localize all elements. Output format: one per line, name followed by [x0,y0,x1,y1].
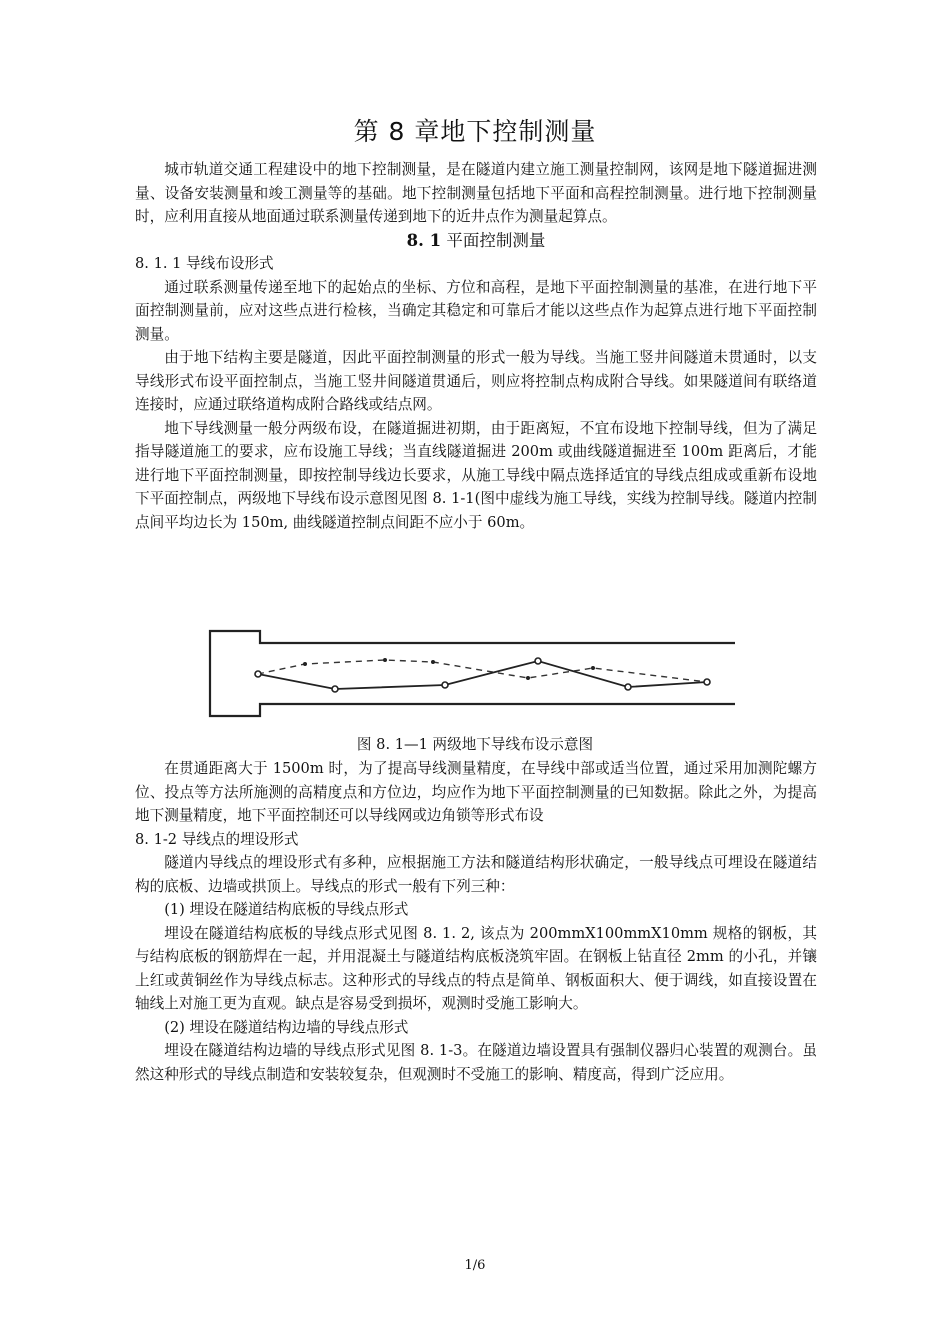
paragraph-2: 由于地下结构主要是隧道，因此平面控制测量的形式一般为导线。当施工竖井间隧道未贯通时，以支导线形式布设平面控制点，当施工竖井间隧道贯通后，则应将控制点构成附合导线。如果隧道间有联络道连接时，应通过联络道构成附合路线或结点网。 [135,349,817,413]
paragraph-5: 隧道内导线点的埋设形式有多种，应根据施工方法和隧道结构形状确定，一般导线点可埋设在隧道结构的底板、边墙或拱顶上。导线点的形式一般有下列三种： [135,854,817,895]
paragraph-7: 埋设在隧道结构边墙的导线点形式见图 8. 1-3。在隧道边墙设置具有强制仪器归心装置的观测台。虽然这种形式的导线点制造和安装较复杂，但观测时不受施工的影响、精度高，得到广泛应用。 [135,1042,817,1083]
page-number: 1/6 [464,1258,486,1273]
construction-point [591,666,595,670]
traverse-point [535,658,541,664]
list-item-1: (1) 埋设在隧道结构底板的导线点形式 [164,901,409,918]
section-heading [135,229,817,253]
list-item-2: (2) 埋设在隧道结构边墙的导线点形式 [164,1018,409,1036]
construction-traverse-line [258,660,707,682]
traverse-point [625,684,631,690]
tunnel-outline [210,631,735,716]
traverse-point [255,671,261,677]
paragraph-3: 地下导线测量一般分两级布设，在隧道掘进初期，由于距离短，不宜布设地下控制导线，但为了满足指导隧道施工的要求，应布设施工导线；当直线隧道掘进 200m 或曲线隧道掘进至 100m 距离后，才能进行地下平面控制测量，即按控制导线边长要求，从施工导线中隔点选择适宜的导线点组成或重新布设地下平面控制点，两级地下导线布设示意图见图 8. 1-1(图中虚线为施工导线，实线为控制导线。隧道内控制点间平均边长为 150m, 曲线隧道控制点间距不应小于 60m。 [135,419,817,531]
paragraph-4: 在贯通距离大于 1500m 时，为了提高导线测量精度，在导线中部或适当位置，通过采用加测陀螺方位、投点等方法所施测的高精度点和方位边，均应作为地下平面控制测量的已知数据。除此之外，为提高地下测量精度，地下平面控制还可以导线网或边角锁等形式布设 [135,760,817,824]
construction-point [526,676,530,680]
construction-point [303,662,307,666]
section-title: 平面控制测量 [446,230,546,250]
chapter-title: 第 8 章地下控制测量 [353,117,597,146]
figure-caption: 图 8. 1—1 两级地下导线布设示意图 [356,736,594,753]
traverse-diagram [200,626,745,726]
subsection-heading-2: 8. 1-2 导线点的埋设形式 [135,830,299,848]
traverse-point [442,682,448,688]
subsection-heading-1: 8. 1. 1 导线布设形式 [135,255,274,272]
upper-body [135,158,817,534]
traverse-point [704,679,710,685]
traverse-point [332,686,338,692]
lower-body [135,757,817,1086]
construction-point [383,658,387,662]
section-number: 8. 1 [406,230,442,250]
intro-paragraph: 城市轨道交通工程建设中的地下控制测量，是在隧道内建立施工测量控制网，该网是地下隧道掘进测量、设备安装测量和竣工测量等的基础。地下控制测量包括地下平面和高程控制测量。进行地下控制测量时，应利用直接从地面通过联系测量传递到地下的近井点作为测量起算点。 [135,161,817,225]
paragraph-1: 通过联系测量传递至地下的起始点的坐标、方位和高程，是地下平面控制测量的基准，在进行地下平面控制测量前，应对这些点进行检核，当确定其稳定和可靠后才能以这些点作为起算点进行地下平面控制测量。 [135,278,817,343]
paragraph-6: 埋设在隧道结构底板的导线点形式见图 8. 1. 2, 该点为 200mmX100mmX10mm 规格的钢板，其与结构底板的钢筋焊在一起，并用混凝土与隧道结构底板浇筑牢固。在钢板上钻直径 2mm 的小孔，并镶上红或黄铜丝作为导线点标志。这种形式的导线点的特点是简单、钢板面积大、便于调线，如直接设置在轴线上对施工更为直观。缺点是容易受到损坏，观测时受施工影响大。 [135,924,817,1012]
construction-point [431,660,435,664]
control-traverse-line [258,661,707,689]
